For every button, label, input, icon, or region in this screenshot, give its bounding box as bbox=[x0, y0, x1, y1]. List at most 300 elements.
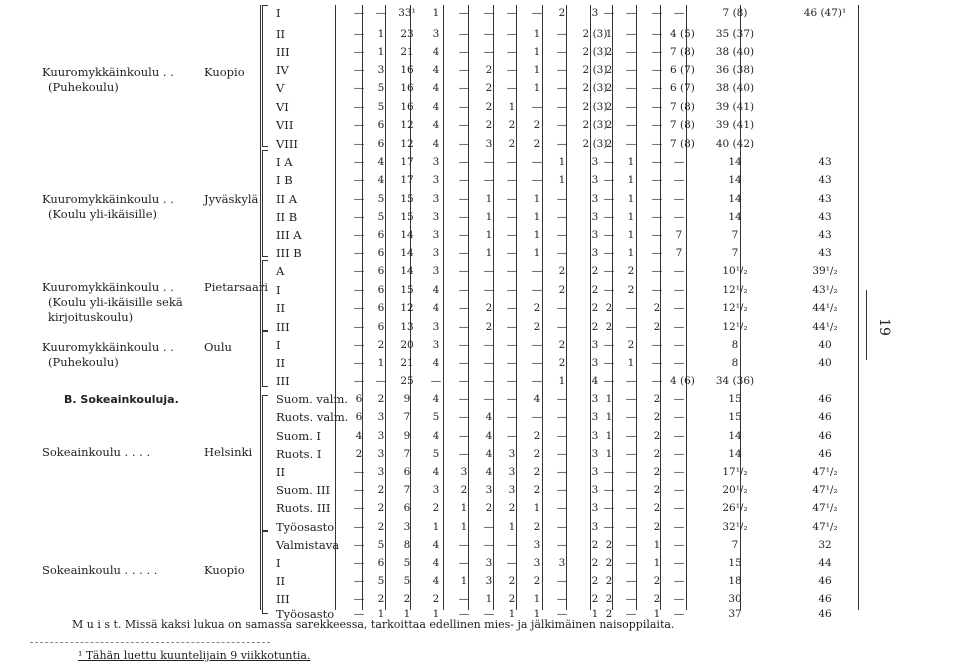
table-cell: 1 bbox=[508, 608, 516, 620]
table-cell: — bbox=[458, 7, 470, 19]
table-cell: 2 bbox=[605, 557, 613, 569]
table-cell: 6 bbox=[403, 502, 411, 514]
table-cell: 4 bbox=[432, 393, 440, 405]
table-cell: 2 bbox=[591, 302, 599, 314]
table-cell: — bbox=[651, 357, 663, 369]
table-cell: 44¹/₂ bbox=[812, 302, 838, 314]
table-cell: — bbox=[556, 247, 568, 259]
table-cell: 12 bbox=[400, 119, 414, 131]
table-cell: 2 bbox=[591, 539, 599, 551]
table-cell: — bbox=[506, 82, 518, 94]
table-cell: 3 bbox=[533, 557, 541, 569]
table-cell: 2 bbox=[533, 575, 541, 587]
table-cell: 40 bbox=[818, 357, 832, 369]
table-cell: — bbox=[483, 156, 495, 168]
table-cell: 2 (3) bbox=[582, 28, 608, 40]
table-cell: 2 bbox=[591, 575, 599, 587]
class-label: IV bbox=[276, 63, 289, 77]
table-cell: 4 bbox=[485, 448, 493, 460]
table-cell: 2 (3) bbox=[582, 138, 608, 150]
table-cell: — bbox=[353, 119, 365, 131]
table-cell: — bbox=[603, 339, 615, 351]
table-cell: — bbox=[673, 484, 685, 496]
table-cell: — bbox=[651, 119, 663, 131]
class-label: Työosasto bbox=[276, 520, 335, 534]
table-cell: — bbox=[458, 557, 470, 569]
table-cell: 36 (38) bbox=[715, 64, 755, 76]
table-cell: 5 bbox=[377, 82, 385, 94]
table-cell: 6 bbox=[403, 466, 411, 478]
table-cell: 34 (36) bbox=[715, 375, 755, 387]
table-cell: — bbox=[353, 265, 365, 277]
table-cell: 2 bbox=[432, 593, 440, 605]
table-cell: 39 (41) bbox=[715, 119, 755, 131]
table-cell: 1 bbox=[460, 521, 468, 533]
table-cell: — bbox=[506, 539, 518, 551]
table-cell: 3 bbox=[591, 393, 599, 405]
table-cell: 2 bbox=[533, 466, 541, 478]
table-cell: — bbox=[556, 466, 568, 478]
table-cell: — bbox=[556, 229, 568, 241]
class-label: II A bbox=[276, 192, 298, 206]
table-cell: 25 bbox=[400, 375, 414, 387]
class-label: III bbox=[276, 320, 290, 334]
table-cell: 3 bbox=[377, 64, 385, 76]
table-cell: — bbox=[458, 593, 470, 605]
class-label: Suom. III bbox=[276, 483, 331, 497]
table-cell: 3 bbox=[432, 28, 440, 40]
school-place: Pietarsaari bbox=[204, 280, 268, 294]
class-label: VII bbox=[276, 118, 294, 132]
table-cell: — bbox=[458, 411, 470, 423]
table-cell: 1 bbox=[377, 28, 385, 40]
table-cell: 1 bbox=[533, 46, 541, 58]
table-cell: — bbox=[375, 375, 387, 387]
table-cell: 7 bbox=[403, 411, 411, 423]
table-cell: — bbox=[353, 174, 365, 186]
table-cell: 3 bbox=[591, 211, 599, 223]
table-cell: 46 bbox=[818, 411, 832, 423]
class-label: A bbox=[276, 264, 285, 278]
table-cell: 5 bbox=[403, 557, 411, 569]
table-cell: 14 bbox=[728, 430, 742, 442]
table-cell: — bbox=[458, 156, 470, 168]
class-label: III bbox=[276, 592, 290, 606]
table-cell: — bbox=[603, 247, 615, 259]
table-cell: 6 bbox=[377, 321, 385, 333]
table-cell: — bbox=[651, 265, 663, 277]
table-cell: 6 bbox=[377, 302, 385, 314]
table-cell: — bbox=[506, 265, 518, 277]
table-cell: 5 bbox=[377, 539, 385, 551]
table-cell: — bbox=[353, 28, 365, 40]
table-cell: — bbox=[651, 284, 663, 296]
table-cell: — bbox=[353, 284, 365, 296]
table-cell: — bbox=[353, 375, 365, 387]
table-cell: 2 bbox=[605, 575, 613, 587]
table-cell: — bbox=[458, 302, 470, 314]
table-cell: — bbox=[458, 82, 470, 94]
table-cell: — bbox=[625, 502, 637, 514]
table-cell: — bbox=[673, 466, 685, 478]
table-cell: 1 bbox=[432, 521, 440, 533]
table-cell: 5 bbox=[432, 448, 440, 460]
table-cell: — bbox=[625, 484, 637, 496]
table-cell: 20 bbox=[400, 339, 414, 351]
table-cell: 2 bbox=[605, 593, 613, 605]
table-cell: — bbox=[625, 46, 637, 58]
table-cell: 1 bbox=[558, 375, 566, 387]
table-cell: 43 bbox=[818, 174, 832, 186]
table-cell: 16 bbox=[400, 82, 414, 94]
table-cell: 3 bbox=[591, 357, 599, 369]
table-cell: — bbox=[353, 138, 365, 150]
table-cell: 4 bbox=[432, 575, 440, 587]
table-cell: 3 bbox=[591, 174, 599, 186]
table-cell: — bbox=[556, 211, 568, 223]
table-cell: 13 bbox=[400, 321, 414, 333]
table-cell: 1 bbox=[627, 211, 635, 223]
class-label: III B bbox=[276, 246, 302, 260]
table-cell: — bbox=[556, 430, 568, 442]
table-cell: — bbox=[458, 284, 470, 296]
table-cell: 12 bbox=[400, 302, 414, 314]
table-cell: 1 bbox=[653, 557, 661, 569]
table-cell: 2 bbox=[653, 575, 661, 587]
table-cell: — bbox=[625, 64, 637, 76]
table-cell: 4 bbox=[355, 430, 363, 442]
table-cell: 2 bbox=[533, 521, 541, 533]
table-cell: 2 bbox=[605, 101, 613, 113]
class-label: III bbox=[276, 374, 290, 388]
table-cell: 1 bbox=[627, 247, 635, 259]
table-cell: 1 bbox=[558, 174, 566, 186]
table-cell: 3 bbox=[403, 521, 411, 533]
table-cell: 2 bbox=[653, 411, 661, 423]
table-cell: 14 bbox=[728, 193, 742, 205]
table-cell: — bbox=[556, 575, 568, 587]
table-cell: — bbox=[458, 229, 470, 241]
table-cell: 2 bbox=[653, 393, 661, 405]
table-cell: 1 bbox=[485, 211, 493, 223]
group-brace bbox=[262, 530, 268, 614]
table-cell: 38 (40) bbox=[715, 82, 755, 94]
table-cell: — bbox=[651, 156, 663, 168]
table-cell: 2 bbox=[591, 593, 599, 605]
table-cell: 3 bbox=[377, 448, 385, 460]
table-cell: — bbox=[673, 608, 685, 620]
table-cell: — bbox=[673, 211, 685, 223]
footnote: ¹ Tähän luettu kuuntelijain 9 viikkotuntia. bbox=[78, 649, 311, 662]
table-cell: 17¹/₂ bbox=[722, 466, 748, 478]
table-cell: — bbox=[531, 339, 543, 351]
table-cell: 1 bbox=[485, 593, 493, 605]
school-place: Oulu bbox=[204, 340, 232, 354]
table-cell: — bbox=[353, 339, 365, 351]
table-cell: — bbox=[458, 430, 470, 442]
school-name: Kuuromykkäinkoulu . . bbox=[42, 192, 174, 206]
table-cell: 1 bbox=[377, 357, 385, 369]
table-cell: 7 (8) bbox=[670, 101, 695, 113]
table-cell: 2 bbox=[653, 321, 661, 333]
table-cell: — bbox=[625, 138, 637, 150]
table-cell: 3 bbox=[591, 521, 599, 533]
table-cell: — bbox=[531, 101, 543, 113]
table-cell: 7 (8) bbox=[670, 46, 695, 58]
table-cell: — bbox=[556, 119, 568, 131]
table-cell: — bbox=[483, 608, 495, 620]
table-cell: — bbox=[673, 174, 685, 186]
table-cell: 2 bbox=[653, 484, 661, 496]
table-cell: 7 bbox=[675, 247, 683, 259]
table-cell: 4 bbox=[485, 411, 493, 423]
table-cell: — bbox=[506, 339, 518, 351]
table-cell: — bbox=[625, 28, 637, 40]
table-cell: 35 (37) bbox=[715, 28, 755, 40]
table-cell: 8 bbox=[731, 357, 739, 369]
table-cell: — bbox=[673, 156, 685, 168]
table-cell: — bbox=[353, 82, 365, 94]
class-label: Ruots. valm. bbox=[276, 410, 349, 424]
table-cell: 7 (8) bbox=[722, 7, 748, 19]
table-cell: 2 bbox=[591, 557, 599, 569]
table-cell: — bbox=[651, 64, 663, 76]
school-place: Helsinki bbox=[204, 445, 253, 459]
table-cell: 3 bbox=[591, 7, 599, 19]
table-cell: — bbox=[353, 357, 365, 369]
table-cell: 14 bbox=[728, 174, 742, 186]
table-cell: 3 bbox=[508, 484, 516, 496]
table-cell: 2 bbox=[377, 502, 385, 514]
table-cell: — bbox=[483, 46, 495, 58]
table-cell: 2 (3) bbox=[582, 64, 608, 76]
table-cell: 1 bbox=[533, 247, 541, 259]
table-cell: — bbox=[353, 7, 365, 19]
table-cell: 2 bbox=[591, 321, 599, 333]
table-cell: — bbox=[625, 539, 637, 551]
table-cell: — bbox=[673, 411, 685, 423]
table-cell: — bbox=[458, 138, 470, 150]
table-cell: — bbox=[625, 557, 637, 569]
table-cell: 43 bbox=[818, 247, 832, 259]
table-cell: — bbox=[651, 138, 663, 150]
table-cell: — bbox=[556, 593, 568, 605]
table-cell: — bbox=[673, 265, 685, 277]
table-cell: 4 bbox=[377, 156, 385, 168]
table-cell: 14 bbox=[400, 265, 414, 277]
table-cell: 7 (8) bbox=[670, 119, 695, 131]
table-cell: — bbox=[506, 411, 518, 423]
table-cell: — bbox=[625, 430, 637, 442]
table-cell: — bbox=[651, 82, 663, 94]
table-cell: — bbox=[556, 448, 568, 460]
table-cell: 1 bbox=[508, 521, 516, 533]
table-cell: 2 bbox=[653, 302, 661, 314]
school-subtitle: (Koulu yli-ikäisille sekä bbox=[48, 295, 183, 309]
table-cell: — bbox=[651, 339, 663, 351]
table-cell: 43 bbox=[818, 156, 832, 168]
group-brace bbox=[262, 330, 268, 387]
table-cell: 7 bbox=[731, 247, 739, 259]
table-cell: 2 bbox=[508, 575, 516, 587]
school-place: Kuopio bbox=[204, 65, 245, 79]
table-cell: 1 bbox=[558, 156, 566, 168]
table-cell: 2 bbox=[508, 502, 516, 514]
table-cell: 15 bbox=[400, 193, 414, 205]
table-cell: 2 bbox=[485, 64, 493, 76]
table-cell: 2 bbox=[558, 357, 566, 369]
table-cell: — bbox=[506, 46, 518, 58]
table-cell: — bbox=[625, 302, 637, 314]
class-label: Ruots. III bbox=[276, 501, 331, 515]
table-cell: — bbox=[458, 174, 470, 186]
table-cell: — bbox=[531, 284, 543, 296]
table-cell: 1 bbox=[653, 608, 661, 620]
table-cell: — bbox=[353, 64, 365, 76]
table-cell: — bbox=[531, 357, 543, 369]
class-label: I bbox=[276, 556, 281, 570]
table-cell: 4 bbox=[432, 64, 440, 76]
table-cell: 46 bbox=[818, 430, 832, 442]
table-cell: 15 bbox=[400, 284, 414, 296]
table-cell: 2 bbox=[653, 430, 661, 442]
table-cell: 2 (3) bbox=[582, 46, 608, 58]
table-cell: 40 (42) bbox=[715, 138, 755, 150]
table-cell: 2 bbox=[377, 393, 385, 405]
table-cell: 4 bbox=[432, 302, 440, 314]
table-cell: 3 bbox=[432, 156, 440, 168]
table-cell: 1 bbox=[533, 608, 541, 620]
table-cell: — bbox=[603, 211, 615, 223]
table-cell: 4 bbox=[432, 101, 440, 113]
table-cell: 6 bbox=[377, 119, 385, 131]
table-cell: — bbox=[673, 557, 685, 569]
table-cell: 15 bbox=[728, 411, 742, 423]
table-cell: 4 bbox=[432, 284, 440, 296]
table-cell: 3 bbox=[432, 193, 440, 205]
group-brace bbox=[262, 395, 268, 532]
table-cell: — bbox=[625, 101, 637, 113]
table-cell: 1 bbox=[627, 156, 635, 168]
table-cell: 16 bbox=[400, 64, 414, 76]
table-cell: — bbox=[531, 265, 543, 277]
table-cell: — bbox=[353, 608, 365, 620]
table-cell: — bbox=[458, 46, 470, 58]
table-cell: 1 bbox=[627, 193, 635, 205]
table-cell: — bbox=[651, 375, 663, 387]
table-cell: — bbox=[603, 284, 615, 296]
school-name: Sokeainkoulu . . . . bbox=[42, 445, 151, 459]
table-cell: 4 bbox=[432, 119, 440, 131]
table-cell: — bbox=[603, 375, 615, 387]
table-cell: 2 bbox=[533, 321, 541, 333]
table-cell: 1 bbox=[533, 193, 541, 205]
table-cell: 4 bbox=[432, 557, 440, 569]
table-cell: 46 bbox=[818, 393, 832, 405]
table-cell: — bbox=[556, 411, 568, 423]
table-cell: — bbox=[673, 7, 685, 19]
table-cell: 38 (40) bbox=[715, 46, 755, 58]
table-cell: 1 bbox=[627, 229, 635, 241]
class-label: II bbox=[276, 465, 286, 479]
table-cell: — bbox=[353, 193, 365, 205]
table-cell: 2 bbox=[485, 502, 493, 514]
table-cell: — bbox=[506, 193, 518, 205]
table-cell: — bbox=[483, 539, 495, 551]
table-cell: 44¹/₂ bbox=[812, 321, 838, 333]
table-cell: — bbox=[625, 575, 637, 587]
table-cell: — bbox=[556, 138, 568, 150]
school-name: Kuuromykkäinkoulu . . bbox=[42, 340, 174, 354]
class-label: I bbox=[276, 283, 281, 297]
table-cell: — bbox=[625, 321, 637, 333]
table-cell: 6 bbox=[377, 247, 385, 259]
table-cell: — bbox=[673, 448, 685, 460]
table-cell: 3 bbox=[377, 411, 385, 423]
table-cell: 2 bbox=[533, 448, 541, 460]
table-cell: 20¹/₂ bbox=[722, 484, 748, 496]
table-cell: — bbox=[603, 466, 615, 478]
table-cell: 5 bbox=[403, 575, 411, 587]
table-cell: 2 bbox=[485, 101, 493, 113]
table-cell: — bbox=[353, 229, 365, 241]
table-cell: — bbox=[673, 302, 685, 314]
table-cell: — bbox=[458, 28, 470, 40]
table-cell: — bbox=[483, 339, 495, 351]
table-cell: — bbox=[458, 265, 470, 277]
table-cell: 3 bbox=[432, 247, 440, 259]
table-cell: 17 bbox=[400, 174, 414, 186]
table-cell: 8 bbox=[731, 339, 739, 351]
table-cell: 44 bbox=[818, 557, 832, 569]
table-cell: 2 (3) bbox=[582, 101, 608, 113]
table-cell: 33¹ bbox=[398, 7, 416, 19]
table-cell: 2 (3) bbox=[582, 82, 608, 94]
table-cell: 5 bbox=[377, 101, 385, 113]
table-cell: — bbox=[458, 119, 470, 131]
table-cell: — bbox=[506, 430, 518, 442]
school-subtitle: kirjoituskoulu) bbox=[48, 310, 134, 324]
table-cell: 3 bbox=[591, 229, 599, 241]
table-cell: — bbox=[556, 608, 568, 620]
school-subtitle: (Koulu yli-ikäisille) bbox=[48, 207, 157, 221]
table-cell: 2 bbox=[653, 521, 661, 533]
table-cell: — bbox=[673, 357, 685, 369]
table-cell: — bbox=[651, 46, 663, 58]
school-name: Sokeainkoulu . . . . . bbox=[42, 563, 158, 577]
table-cell: — bbox=[506, 375, 518, 387]
table-cell: 12 bbox=[400, 138, 414, 150]
table-cell: 1 bbox=[533, 593, 541, 605]
table-cell: 1 bbox=[605, 430, 613, 442]
table-cell: — bbox=[458, 539, 470, 551]
table-cell: 3 bbox=[377, 466, 385, 478]
table-cell: — bbox=[506, 247, 518, 259]
table-cell: 2 bbox=[485, 82, 493, 94]
table-cell: 2 bbox=[653, 593, 661, 605]
class-label: I bbox=[276, 338, 281, 352]
footnote-rule bbox=[30, 642, 270, 643]
table-cell: 2 bbox=[627, 339, 635, 351]
table-cell: — bbox=[603, 521, 615, 533]
table-cell: 30 bbox=[728, 593, 742, 605]
table-cell: — bbox=[625, 375, 637, 387]
table-cell: 43 bbox=[818, 211, 832, 223]
table-cell: — bbox=[353, 575, 365, 587]
table-cell: — bbox=[353, 247, 365, 259]
table-cell: — bbox=[651, 211, 663, 223]
table-cell: 43 bbox=[818, 193, 832, 205]
